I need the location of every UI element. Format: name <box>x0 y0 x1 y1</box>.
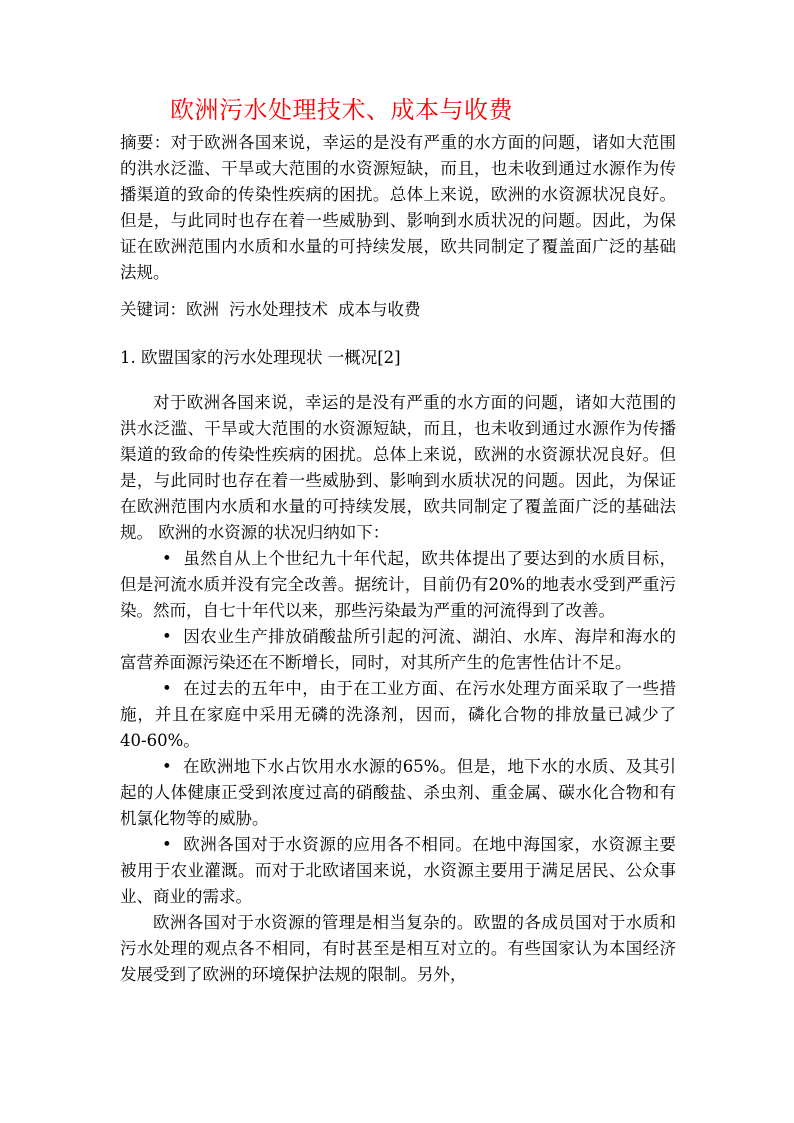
bullet-icon: • <box>162 679 172 698</box>
intro-paragraph: 对于欧洲各国来说，幸运的是没有严重的水方面的问题，诸如大范围的洪水泛滥、干旱或大范围的水资源短缺，而且，也未收到通过水源作为传播渠道的致命的传染性疾病的困扰。总体上来说，欧洲的水资源状况良好。但是，与此同时也存在着一些威胁到、影响到水质状况的问题。因此，为保证在欧洲范围内水质和水量的可持续发展，欧共同制定了覆盖面广泛的基础法规。 欧洲的水资源的状况归纳如下： <box>120 393 676 542</box>
list-item <box>120 754 676 832</box>
bullet-text: 虽然自从上个世纪九十年代起，欧共体提出了要达到的水质目标，但是河流水质并没有完全改善。据统计，目前仍有20%的地表水受到严重污染。然而，自七十年代以来，那些污染最为严重的河流得到了改善。 <box>120 549 676 620</box>
bullet-icon: • <box>162 835 172 854</box>
bullet-text: 在欧洲地下水占饮用水水源的65%。但是，地下水的水质、及其引起的人体健康正受到浓度过高的硝酸盐、杀虫剂、重金属、碳水化合物和有机氯化物等的威胁。 <box>120 757 676 828</box>
keywords-line <box>120 297 676 323</box>
keywords-label: 关键词： <box>120 300 186 319</box>
document-title: 欧洲污水处理技术、成本与收费 <box>170 96 513 124</box>
section-heading: 1. 欧盟国家的污水处理现状 一概况[2] <box>120 348 401 367</box>
keyword-item: 污水处理技术 <box>229 300 328 319</box>
bullet-icon: • <box>162 549 172 568</box>
body-text <box>120 390 676 988</box>
list-item <box>120 832 676 910</box>
bullet-text: 欧洲各国对于水资源的应用各不相同。在地中海国家，水资源主要被用于农业灌溉。而对于北欧诸国来说，水资源主要用于满足居民、公众事业、商业的需求。 <box>120 835 676 906</box>
list-item <box>120 546 676 624</box>
abstract-paragraph: 摘要：对于欧洲各国来说，幸运的是没有严重的水方面的问题，诸如大范围的洪水泛滥、干旱或大范围的水资源短缺，而且，也未收到通过水源作为传播渠道的致命的传染性疾病的困扰。总体上来说，欧洲的水资源状况良好。但是，与此同时也存在着一些威胁到、影响到水质状况的问题。因此，为保证在欧洲范围内水质和水量的可持续发展，欧共同制定了覆盖面广泛的基础法规。 <box>120 133 676 282</box>
list-item <box>120 624 676 676</box>
bullet-text: 因农业生产排放硝酸盐所引起的河流、湖泊、水库、海岸和海水的富营养面源污染还在不断增长，同时，对其所产生的危害性估计不足。 <box>120 627 676 672</box>
bullet-text: 在过去的五年中，由于在工业方面、在污水处理方面采取了一些措施，并且在家庭中采用无磷的洗涤剂，因而，磷化合物的排放量已减少了 40-60%。 <box>120 679 676 750</box>
bullet-icon: • <box>162 627 172 646</box>
keyword-item: 欧洲 <box>186 300 219 319</box>
closing-paragraph: 欧洲各国对于水资源的管理是相当复杂的。欧盟的各成员国对于水质和污水处理的观点各不相同，有时甚至是相互对立的。有些国家认为本国经济发展受到了欧洲的环境保护法规的限制。另外， <box>120 913 676 984</box>
bullet-icon: • <box>162 757 172 776</box>
list-item <box>120 676 676 754</box>
keyword-item: 成本与收费 <box>338 300 421 319</box>
